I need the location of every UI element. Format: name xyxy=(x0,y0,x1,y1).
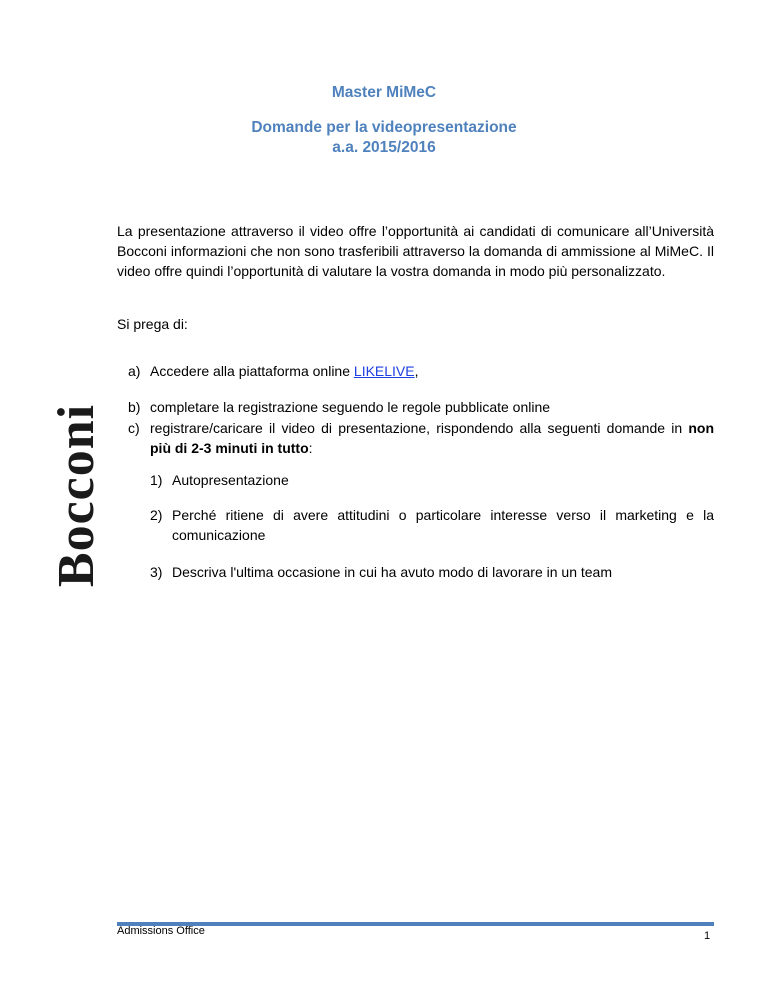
step-text: completare la registrazione seguendo le regole pubblicate online xyxy=(150,399,551,415)
bocconi-logo-text: Bocconi xyxy=(48,403,106,587)
question-text: Autopresentazione xyxy=(172,472,289,488)
step-marker: c) xyxy=(128,420,140,436)
step-marker: a) xyxy=(128,363,141,379)
document-subtitle: Domande per la videopresentazione xyxy=(251,119,517,136)
question-marker: 2) xyxy=(150,507,163,523)
step-text xyxy=(150,361,419,381)
academic-year: a.a. 2015/2016 xyxy=(332,139,436,156)
document-title: Master MiMeC xyxy=(331,84,437,101)
question-2 xyxy=(128,505,714,549)
question-text: Perché ritiene di avere attitudini o particolare interesse verso il marketing e la comunicazione xyxy=(172,507,714,543)
footer-divider xyxy=(117,922,714,926)
likelive-link[interactable]: LIKELIVE xyxy=(353,363,415,379)
question-text: Descriva l'ultima occasione in cui ha avuto modo di lavorare in un team xyxy=(172,564,613,580)
page-number: 1 xyxy=(704,930,711,942)
question-marker: 1) xyxy=(150,472,163,488)
intro-paragraph: La presentazione attraverso il video offre l’opportunità ai candidati di comunicare all’Università Bocconi informazioni che non sono trasferibili attraverso la domanda di ammissione al MiMeC. Il video offre quindi l’opportunità di valutare la vostra domanda in modo più personalizzato. xyxy=(117,223,714,279)
step-a xyxy=(128,361,714,381)
question-marker: 3) xyxy=(150,564,163,580)
time-limit-emphasis: non più di 2-3 minuti in tutto xyxy=(150,420,714,456)
bocconi-logo xyxy=(48,400,106,590)
step-text-end: , xyxy=(414,363,419,379)
step-text-start: registrare/caricare il video di presentazione, rispondendo alla seguenti domande in xyxy=(150,420,689,436)
document-subtitle-block xyxy=(0,118,768,158)
instructions-prompt: Si prega di: xyxy=(117,316,188,332)
step-c xyxy=(128,418,714,462)
step-marker: b) xyxy=(128,399,141,415)
question-1 xyxy=(128,470,714,490)
step-text xyxy=(150,418,714,458)
step-b xyxy=(128,397,714,417)
step-text-start: Accedere alla piattaforma online xyxy=(150,363,354,379)
step-text-end: : xyxy=(308,440,313,456)
footer-office: Admissions Office xyxy=(117,925,205,937)
question-3 xyxy=(128,562,714,582)
